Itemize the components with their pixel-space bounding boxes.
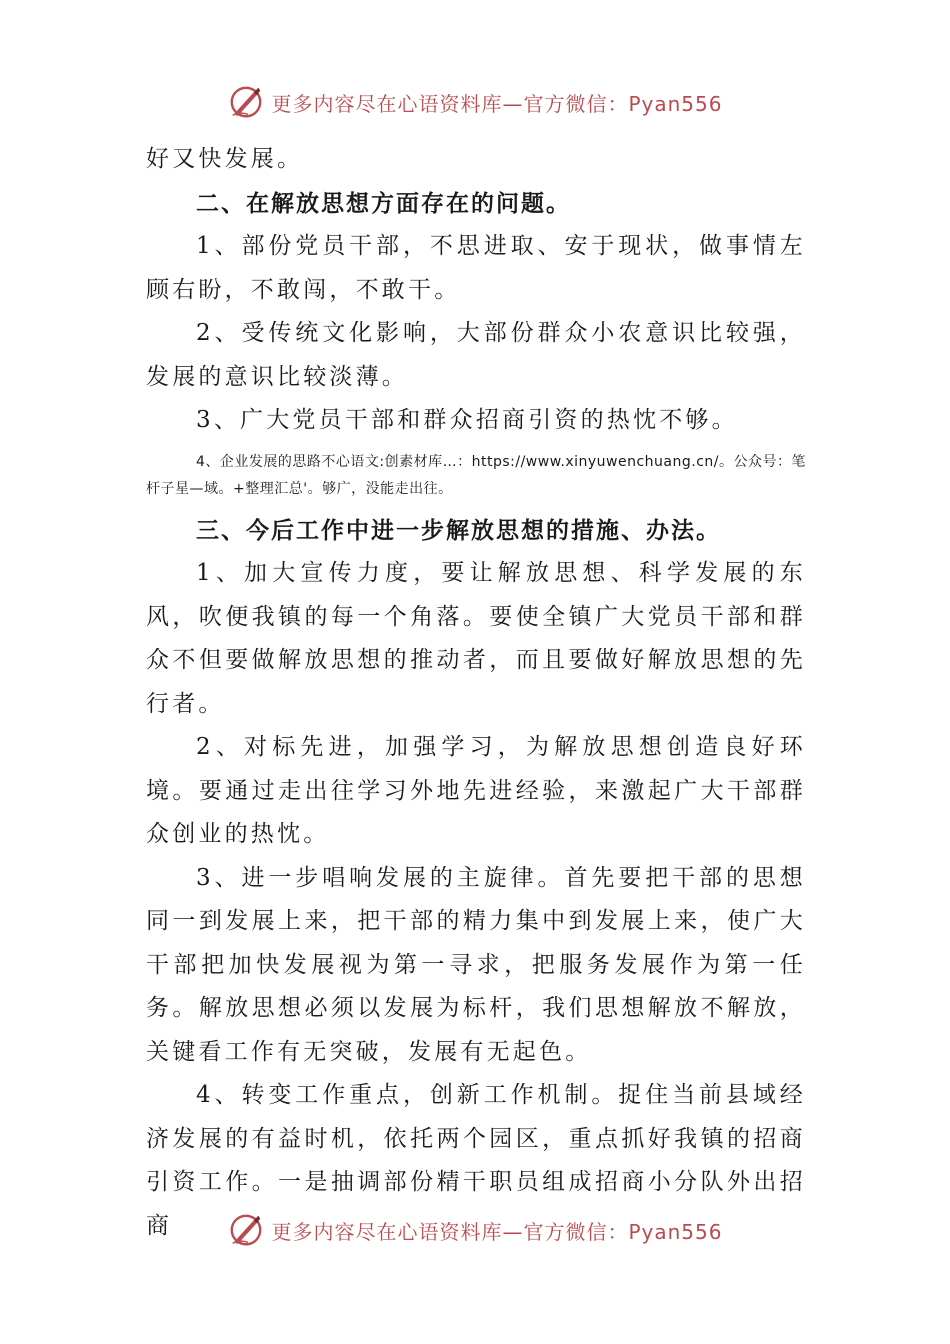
- list-item: 2、受传统文化影响，大部份群众小农意识比较强，发展的意识比较淡薄。: [146, 320, 806, 390]
- footer-banner: [0, 1208, 950, 1252]
- list-item: 2、对标先进，加强学习，为解放思想创造良好环境。要通过走出往学习外地先进经验，来激起广大干部群众创业的热忱。: [146, 734, 806, 847]
- footer-banner-text: 更多内容尽在心语资料库—官方微信：Pyan556: [271, 1219, 723, 1244]
- paragraph-continuation: 好又快发展。: [146, 146, 304, 172]
- header-banner: [0, 80, 950, 124]
- section-heading-3: 三、今后工作中进一步解放思想的措施、办法。: [196, 516, 721, 544]
- list-item: 4、转变工作重点，创新工作机制。捉住当前县域经济发展的有益时机，依托两个园区，重点抓好我镇的招商引资工作。一是抽调部份精干职员组成招商小分队外出招商: [146, 1082, 806, 1239]
- header-banner-text: 更多内容尽在心语资料库—官方微信：Pyan556: [271, 91, 723, 116]
- document-body: [146, 138, 806, 1248]
- list-item: 1、部份党员干部，不思进取、安于现状，做事情左顾右盼，不敢闯，不敢干。: [146, 233, 806, 303]
- list-item: 3、进一步唱响发展的主旋律。首先要把干部的思想同一到发展上来，把干部的精力集中到发展上来，使广大干部把加快发展视为第一寻求，把服务发展作为第一任务。解放思想必须以发展为标杆，我们思想解放不解放，关键看工作有无突破，发展有无起色。: [146, 864, 806, 1065]
- pen-circle-logo-icon: [227, 1211, 265, 1249]
- pen-circle-logo-icon: [227, 83, 265, 121]
- list-item: 1、加大宣传力度，要让解放思想、科学发展的东风，吹便我镇的每一个角落。要使全镇广大党员干部和群众不但要做解放思想的推动者，而且要做好解放思想的先行者。: [146, 560, 806, 717]
- section-heading-2: 二、在解放思想方面存在的问题。: [196, 189, 571, 217]
- list-item-watermark-text: 4、企业发展的思路不心语文:创素材库…：https://www.xinyuwenchuang.cn/。公众号：笔杆子星—域。+整理汇总'。够广，没能走出往。: [146, 453, 806, 497]
- list-item: 3、广大党员干部和群众招商引资的热忱不够。: [196, 407, 738, 433]
